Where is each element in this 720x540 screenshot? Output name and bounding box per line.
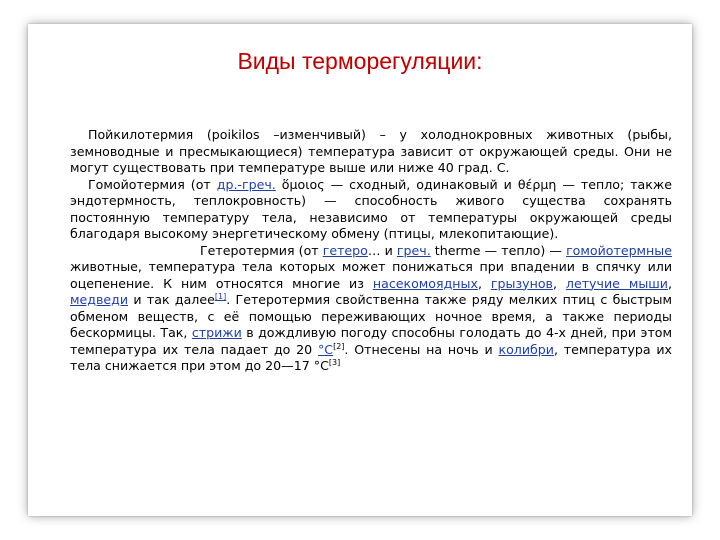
footnote-3: [3] xyxy=(328,357,341,367)
link-hummingbirds[interactable]: колибри xyxy=(498,341,554,357)
link-celsius[interactable]: °C xyxy=(317,341,334,357)
text-span: , температура их тела снижается при этом до 20—17 °C xyxy=(70,341,672,373)
text-span: . Отнесены на ночь и xyxy=(344,341,499,357)
paragraph-heterothermy xyxy=(70,243,672,375)
text-span: Гомойотермия (от xyxy=(88,176,217,192)
link-homoiothermic[interactable]: гомойотермные xyxy=(566,242,672,258)
text-span: … и xyxy=(367,242,397,258)
paragraph-homoiothermy xyxy=(70,177,672,243)
slide-title: Виды терморегуляции: xyxy=(237,48,483,74)
text-span: и так далее xyxy=(128,292,215,307)
text-span: . Гетеротермия свойственна также ряду мелких птиц с быстрым обменом веществ, с её помощью переживающих ночное время, а также периоды бескормицы. Так, xyxy=(70,292,672,340)
text-span: , xyxy=(667,275,672,291)
link-hetero[interactable]: гетеро xyxy=(322,242,368,258)
link-ancient-greek[interactable]: др.-греч. xyxy=(216,176,276,192)
text-span: ὅμοιος — сходный, одинаковый и θέρμη — тепло; также эндотермность, теплокровность) — способность живого существа сохранять постоянную температуру тела, независимо от температуры окружающей среды благодаря высокому энергетическому обмену (птицы, млекопитающие). xyxy=(70,176,672,241)
text-span: Гетеротермия (от xyxy=(200,242,323,258)
footnote-2: [2] xyxy=(333,341,345,351)
link-swifts[interactable]: стрижи xyxy=(191,325,242,340)
link-bats[interactable]: летучие мыши xyxy=(565,275,668,291)
text-span: животные, температура тела которых может понижаться при впадении в спячку или оцепенение. К ним относятся многие из xyxy=(70,259,672,291)
footnote-1-link[interactable]: [1] xyxy=(214,291,227,301)
link-bears[interactable]: медведи xyxy=(70,292,129,307)
text-span: therme — тепло) — xyxy=(430,242,567,258)
slide-body xyxy=(70,127,672,375)
paragraph-poikilothermy: Пойкилотермия (poikilos –изменчивый) – у холоднокровных животных (рыбы, земноводные и пресмыкающиеся) температура зависит от окружающей среды. Они не могут существовать при температуре выше или ниже 40 град. С. xyxy=(70,127,672,175)
link-insectivores[interactable]: насекомоядных xyxy=(372,275,478,291)
link-greek[interactable]: греч. xyxy=(396,242,431,258)
text-span: , xyxy=(552,275,566,291)
text-span: в дождливую погоду способны голодать до 4-х дней, при этом температура их тела падает до 20 xyxy=(70,325,672,357)
link-rodents[interactable]: грызунов xyxy=(490,275,553,291)
text-span: , xyxy=(477,275,491,291)
